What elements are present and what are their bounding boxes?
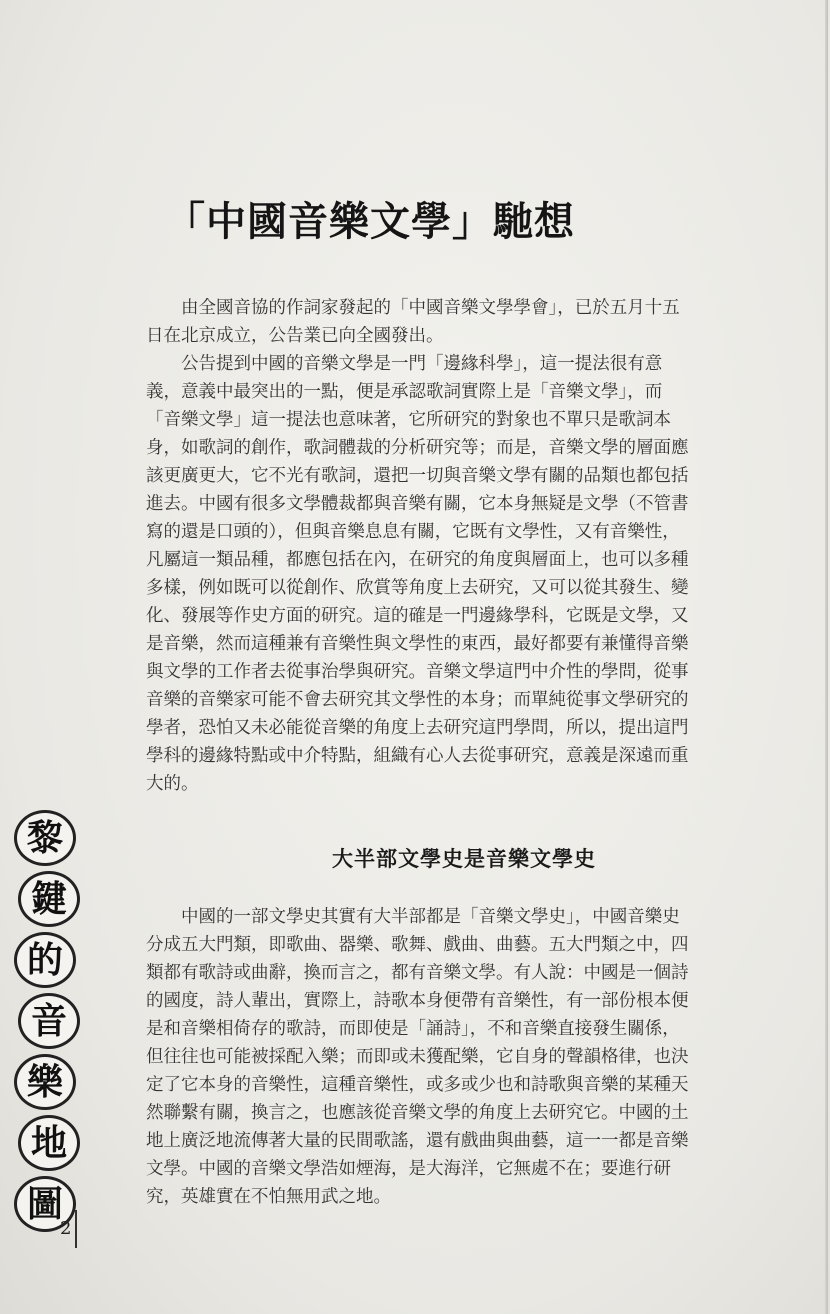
- page-number: 2: [60, 1218, 72, 1239]
- text-line: 然聯繫有關，換言之，也應該從音樂文學的角度上去研究它。中國的土: [146, 1103, 689, 1123]
- page-edge: [825, 0, 828, 1314]
- text-line: 化、發展等作史方面的研究。這的確是一門邊緣學科，它既是文學，又: [146, 606, 689, 626]
- text-line: 是和音樂相倚存的歌詩，而即使是「誦詩」，不和音樂直接發生關係，: [146, 1019, 680, 1039]
- text-line: 分成五大門類，即歌曲、器樂、歌舞、戲曲、曲藝。五大門類之中，四: [146, 935, 689, 955]
- text-line: 該更廣更大，它不光有歌詞，還把一切與音樂文學有關的品類也都包括: [146, 466, 689, 486]
- text-line: 音樂的音樂家可能不會去研究其文學性的本身；而單純從事文學研究的: [146, 690, 689, 710]
- paragraph-3: [146, 903, 782, 1211]
- side-title-char: 樂: [14, 1054, 76, 1110]
- text-line: 究，英雄實在不怕無用武之地。: [146, 1187, 391, 1207]
- text-line: 公告提到中國的音樂文學是一門「邊緣科學」，這一提法很有意: [146, 354, 663, 374]
- side-title-char: 音: [18, 993, 80, 1049]
- text-line: 進去。中國有很多文學體裁都與音樂有關，它本身無疑是文學（不管書: [146, 494, 689, 514]
- text-line: 由全國音協的作詞家發起的「中國音樂文學學會」，已於五月十五: [146, 298, 680, 318]
- side-title-char: 黎: [14, 810, 76, 866]
- paragraph-2: [146, 350, 782, 798]
- text-line: 義，意義中最突出的一點，便是承認歌詞實際上是「音樂文學」，而: [146, 382, 663, 402]
- text-line: 身，如歌詞的創作，歌詞體裁的分析研究等；而是，音樂文學的層面應: [146, 438, 689, 458]
- text-line: 但往往也可能被採配入樂；而即或未獲配樂，它自身的聲韻格律，也決: [146, 1047, 689, 1067]
- text-line: 類都有歌詩或曲辭，換而言之，都有音樂文學。有人說：中國是一個詩: [146, 963, 689, 983]
- text-line: 與文學的工作者去從事治學與研究。音樂文學這門中介性的學問，從事: [146, 662, 689, 682]
- text-line: 文學。中國的音樂文學浩如煙海，是大海洋，它無處不在；要進行研: [146, 1159, 671, 1179]
- side-title-char: 鍵: [18, 871, 80, 927]
- text-line: 「音樂文學」這一提法也意味著，它所研究的對象也不單只是歌詞本: [146, 410, 671, 430]
- text-line: 中國的一部文學史其實有大半部都是「音樂文學史」，中國音樂史: [146, 907, 680, 927]
- side-title-char: 的: [14, 932, 76, 988]
- text-line: 凡屬這一類品種，都應包括在內，在研究的角度與層面上，也可以多種: [146, 550, 689, 570]
- text-line: 多樣，例如既可以從創作、欣賞等角度上去研究，又可以從其發生、變: [146, 578, 689, 598]
- page-number-rule: [75, 1210, 77, 1248]
- side-title-char: 圖: [14, 1176, 76, 1232]
- chapter-title: 「中國音樂文學」馳想: [165, 198, 575, 245]
- paragraph-1: [146, 294, 782, 350]
- book-side-title: [14, 810, 86, 1237]
- text-line: 日在北京成立，公告業已向全國發出。: [146, 326, 444, 346]
- text-line: 學者，恐怕又未必能從音樂的角度上去研究這門學問，所以，提出這門: [146, 718, 689, 738]
- text-line: 定了它本身的音樂性，這種音樂性，或多或少也和詩歌與音樂的某種天: [146, 1075, 689, 1095]
- text-line: 是音樂，然而這種兼有音樂性與文學性的東西，最好都要有兼懂得音樂: [146, 634, 689, 654]
- text-line: 寫的還是口頭的），但與音樂息息有關，它既有文學性，又有音樂性，: [146, 522, 680, 542]
- text-line: 學科的邊緣特點或中介特點，組織有心人去從事研究，意義是深遠而重: [146, 746, 689, 766]
- side-title-char: 地: [18, 1115, 80, 1171]
- text-line: 地上廣泛地流傳著大量的民間歌謠，還有戲曲與曲藝，這一一都是音樂: [146, 1131, 689, 1151]
- section-heading: 大半部文學史是音樂文學史: [332, 846, 596, 871]
- text-line: 的國度，詩人輩出，實際上，詩歌本身便帶有音樂性，有一部份根本便: [146, 991, 689, 1011]
- text-line: 大的。: [146, 774, 199, 794]
